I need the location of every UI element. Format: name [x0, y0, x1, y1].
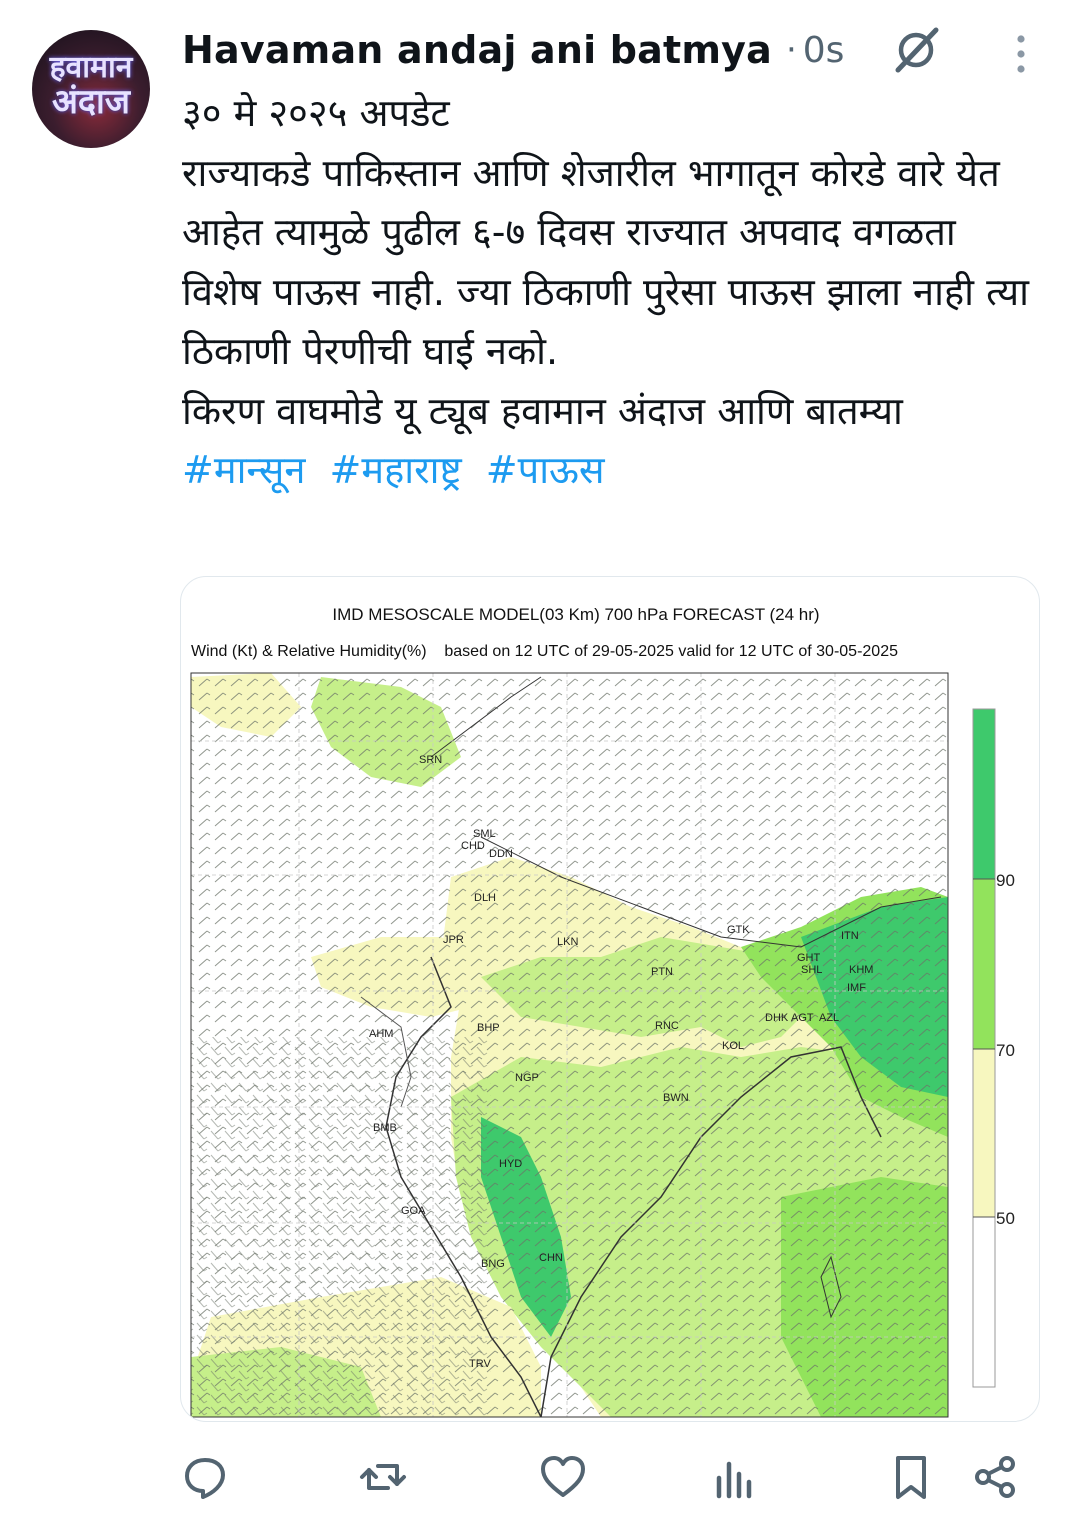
city-label: BWN	[663, 1092, 689, 1104]
city-label: NGP	[515, 1072, 539, 1084]
city-label: AHM	[369, 1028, 394, 1040]
colorbar-tick-90: 90	[996, 871, 1015, 890]
city-label: JPR	[443, 934, 464, 946]
hashtag-rain[interactable]: #पाऊस	[485, 448, 605, 492]
post-time[interactable]: 0s	[802, 29, 845, 71]
city-label: ITN	[841, 930, 859, 942]
post-hashtags	[182, 441, 1042, 501]
forecast-map	[181, 577, 1039, 1421]
city-label: BHP	[477, 1022, 500, 1034]
city-label: KHM	[849, 964, 874, 976]
like-icon[interactable]	[538, 1452, 588, 1502]
city-label: KOL	[722, 1040, 745, 1052]
avatar-text-top: हवामान	[49, 50, 133, 85]
city-label: BNG	[481, 1258, 505, 1270]
repost-icon[interactable]	[358, 1452, 408, 1502]
city-label: RNC	[655, 1020, 679, 1032]
hashtag-monsoon[interactable]: #मान्सून	[182, 448, 306, 492]
city-label: DHK	[765, 1012, 789, 1024]
separator-dot: ·	[785, 30, 797, 70]
avatar-text-bottom: अंदाज	[51, 82, 131, 122]
city-label: AGT	[791, 1012, 814, 1024]
city-label: GTK	[727, 924, 750, 936]
city-label: DDN	[489, 848, 513, 860]
city-label: AZL	[819, 1012, 840, 1024]
city-label: HYD	[499, 1158, 523, 1170]
city-label: SHL	[801, 964, 823, 976]
reply-icon[interactable]	[180, 1452, 230, 1502]
city-label: IMF	[847, 982, 866, 994]
city-label: BMB	[373, 1122, 397, 1134]
post-body: राज्याकडे पाकिस्तान आणि शेजारील भागातून कोरडे वारे येत आहेत त्यामुळे पुढील ६-७ दिवस राज्यात अपवाद वगळता विशेष पाऊस नाही. ज्या ठिकाणी पुरेसा पाऊस झाला नाही त्या ठिकाणी पेरणीची घाई नको.	[182, 150, 1029, 373]
city-label: DLH	[474, 892, 497, 904]
city-label: CHN	[539, 1252, 563, 1264]
post-header	[182, 22, 1035, 78]
city-label: SRN	[419, 754, 443, 766]
forecast-subtitle: Wind (Kt) & Relative Humidity(%) based on 12 UTC of 29-05-2025 valid for 12 UTC of 30-05-2025	[191, 643, 898, 660]
colorbar-tick-70: 70	[996, 1041, 1015, 1060]
forecast-image-card[interactable]	[180, 576, 1040, 1422]
action-bar	[0, 1440, 1075, 1520]
city-label: SML	[473, 828, 496, 840]
city-label: GHT	[797, 952, 821, 964]
city-label: CHD	[461, 840, 485, 852]
forecast-title: IMD MESOSCALE MODEL(03 Km) 700 hPa FORECAST (24 hr)	[332, 605, 820, 624]
humidity-colorbar	[973, 709, 1015, 1387]
share-icon[interactable]	[970, 1452, 1020, 1502]
post-credit-line: किरण वाघमोडे यू ट्यूब हवामान अंदाज आणि बातम्या	[182, 388, 903, 433]
bookmark-icon[interactable]	[886, 1452, 936, 1502]
city-label: GOA	[401, 1205, 426, 1217]
grok-icon[interactable]	[890, 26, 942, 74]
post-text	[182, 84, 1042, 501]
more-options-icon[interactable]	[1013, 34, 1029, 74]
post-date-line: ३० मे २०२५ अपडेट	[182, 91, 450, 135]
post-avatar[interactable]	[32, 30, 150, 148]
city-label: PTN	[651, 966, 673, 978]
views-icon[interactable]	[708, 1452, 758, 1502]
author-name[interactable]: Havaman andaj ani batmya	[182, 28, 772, 72]
colorbar-tick-50: 50	[996, 1209, 1015, 1228]
city-label: LKN	[557, 936, 579, 948]
hashtag-maharashtra[interactable]: #महाराष्ट्र	[329, 448, 462, 492]
city-label: TRV	[469, 1358, 491, 1370]
